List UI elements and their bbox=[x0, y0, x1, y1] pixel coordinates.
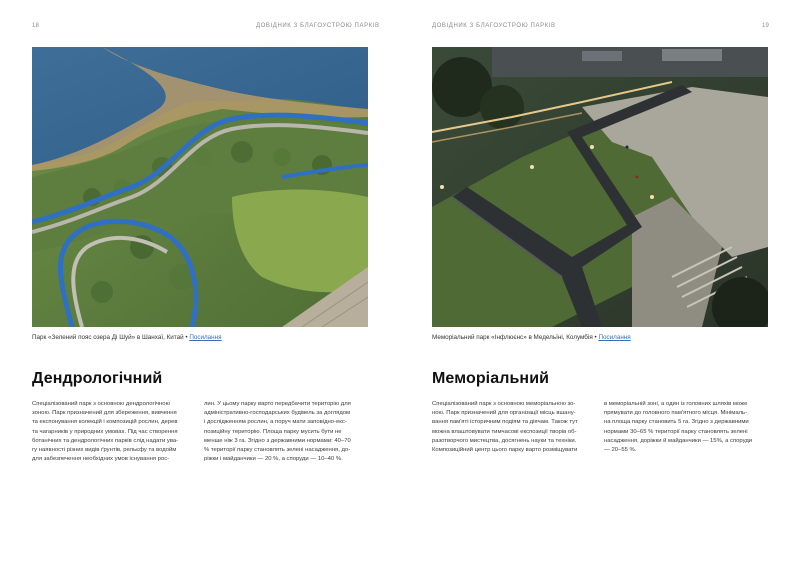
page-number: 19 bbox=[762, 23, 770, 29]
aerial-park-image bbox=[32, 47, 368, 327]
text-column-2 bbox=[204, 400, 368, 464]
text-line: на площа парку становить 5 га. Згідно з державними bbox=[604, 419, 749, 426]
text-line: і дослідженням рослин, а поруч мати заповідно-екс- bbox=[204, 419, 347, 426]
text-column-1 bbox=[432, 400, 596, 455]
text-line: адміністративно-господарських будівель за доглядом bbox=[204, 410, 351, 417]
text-line: лин. У цьому парку варто передбачити територію для bbox=[204, 401, 351, 407]
park-photo-shanghai bbox=[32, 47, 368, 327]
text-line: разотворчого мистецтва, досягнень науки та техніки. bbox=[432, 437, 577, 444]
text-line: позиційну територію. Площа парку мусить бути не bbox=[204, 428, 342, 435]
text-line: для забезпечення необхідних умов існування рос- bbox=[32, 456, 170, 463]
text-line: та чагарників у природних умовах. Під час створення bbox=[32, 428, 178, 435]
text-line: можна влаштовувати тимчасові експозиції творів об- bbox=[432, 428, 577, 435]
text-column-1 bbox=[32, 400, 196, 464]
text-line: ною. Парк призначений для організації місць вшану- bbox=[432, 410, 576, 417]
text-line: нормами 30–65 % території парку становлять зелені bbox=[604, 428, 748, 435]
text-line: менше ніж 3 га. Згідно з державними нормами: 40–70 bbox=[204, 437, 351, 444]
page-number: 18 bbox=[32, 23, 40, 29]
aerial-memorial-image bbox=[432, 47, 768, 327]
section-title: Меморіальний bbox=[432, 370, 550, 387]
text-line: Композиційний центр цього парку варто розміщувати bbox=[432, 447, 578, 454]
text-line: зоною. Парк призначений для збереження, вивчення bbox=[32, 410, 177, 417]
caption-link[interactable]: Посилання bbox=[189, 334, 222, 341]
caption-link[interactable]: Посилання bbox=[598, 334, 631, 341]
text-line: Спеціалізований парк з основною меморіальною зо- bbox=[432, 401, 576, 407]
text-line: Спеціалізований парк з основною дендрологічною bbox=[32, 401, 170, 407]
text-line: та експонування колекцій і композицій рослин, дерев bbox=[32, 419, 178, 426]
text-line: — 20–55 %. bbox=[604, 447, 637, 454]
right-page bbox=[400, 0, 800, 566]
running-head: ДОВІДНИК З БЛАГОУСТРОЮ ПАРКІВ bbox=[256, 23, 380, 29]
photo-caption bbox=[32, 334, 222, 341]
caption-text: Парк «Зелений пояс озера Ді Шуй» в Шанхаї, Китай bbox=[32, 334, 184, 341]
text-line: ріжки і майданчики — 20 %, а споруди — 10–40 %. bbox=[204, 456, 343, 463]
photo-caption bbox=[432, 334, 631, 341]
running-head: ДОВІДНИК З БЛАГОУСТРОЮ ПАРКІВ bbox=[432, 23, 556, 29]
text-line: вання пам'яті історичним подіям та діячам. Також тут bbox=[432, 419, 578, 426]
text-line: прямувати до головного пам'ятного місця. Мінімаль- bbox=[604, 410, 748, 417]
section-title: Дендрологічний bbox=[32, 370, 163, 387]
text-line: гу наявності різних видів ґрунтів, рельєфу та водойм bbox=[32, 447, 177, 454]
text-line: ботанічних та дендрологічних парків слід надати ува- bbox=[32, 437, 179, 444]
text-line: насадження, доріжки й майданчики — 15%, а споруди bbox=[604, 437, 753, 444]
caption-separator: • bbox=[594, 334, 597, 341]
text-line: в меморіальній зоні, а один із головних шляхів може bbox=[604, 401, 748, 407]
caption-text: Меморіальний парк «Інфлюєнс» в Медельїні, Колумбія bbox=[432, 334, 593, 341]
park-photo-medellin bbox=[432, 47, 768, 327]
text-column-2 bbox=[604, 400, 768, 455]
text-line: % території парку становлять зелені насадження, до- bbox=[204, 447, 351, 454]
caption-separator: • bbox=[185, 334, 188, 341]
